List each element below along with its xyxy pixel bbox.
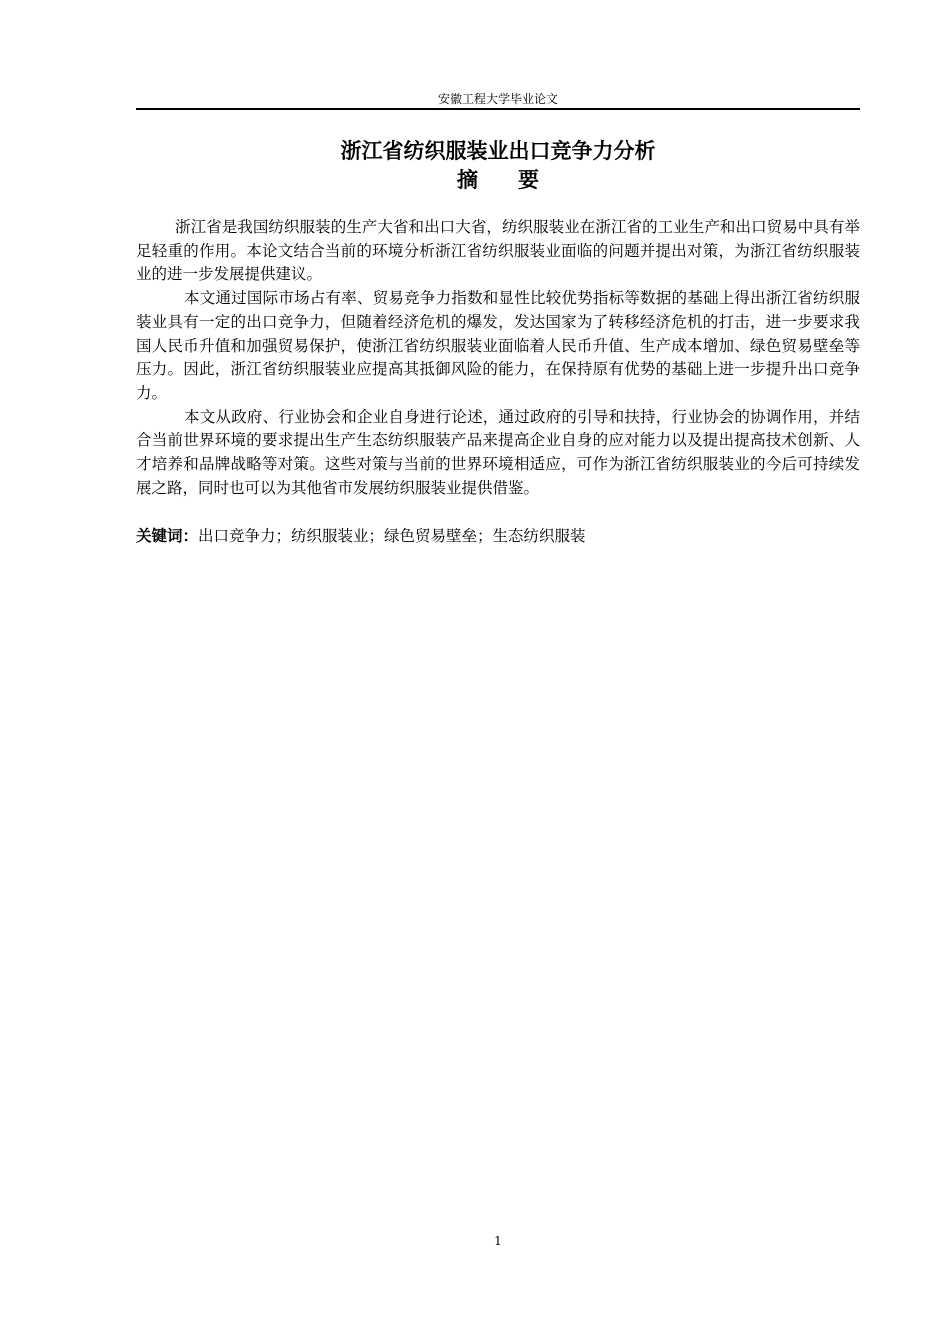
document-title: 浙江省纺织服装业出口竞争力分析 [340, 139, 656, 163]
abstract-heading: 摘要 [457, 168, 579, 192]
page-number: 1 [494, 1234, 502, 1248]
abstract-paragraph: 本文通过国际市场占有率、贸易竞争力指数和显性比较优势指标等数据的基础上得出浙江省纺织服装业具有一定的出口竞争力，但随着经济危机的爆发，发达国家为了转移经济危机的打击，进一步要求我国人民币升值和加强贸易保护，使浙江省纺织服装业面临着人民币升值、生产成本增加、绿色贸易壁垒等压力。因此，浙江省纺织服装业应提高其抵御风险的能力，在保持原有优势的基础上进一步提升出口竞争力。 [136, 289, 860, 402]
keywords-list: 出口竞争力；纺织服装业；绿色贸易壁垒；生态纺织服装 [198, 527, 586, 545]
keywords-label: 关键词： [136, 527, 199, 545]
running-header: 安徽工程大学毕业论文 [437, 92, 558, 106]
abstract-paragraph: 浙江省是我国纺织服装的生产大省和出口大省，纺织服装业在浙江省的工业生产和出口贸易中具有举足轻重的作用。本论文结合当前的环境分析浙江省纺织服装业面临的问题并提出对策，为浙江省纺织服装业的进一步发展提供建议。 [136, 218, 860, 284]
header-divider [136, 108, 860, 110]
keywords-line [136, 524, 860, 548]
abstract-body [136, 216, 860, 500]
abstract-paragraph: 本文从政府、行业协会和企业自身进行论述，通过政府的引导和扶持，行业协会的协调作用，并结合当前世界环境的要求提出生产生态纺织服装产品来提高企业自身的应对能力以及提出提高技术创新、人才培养和品牌战略等对策。这些对策与当前的世界环境相适应，可作为浙江省纺织服装业的今后可持续发展之路，同时也可以为其他省市发展纺织服装业提供借鉴。 [136, 407, 860, 497]
